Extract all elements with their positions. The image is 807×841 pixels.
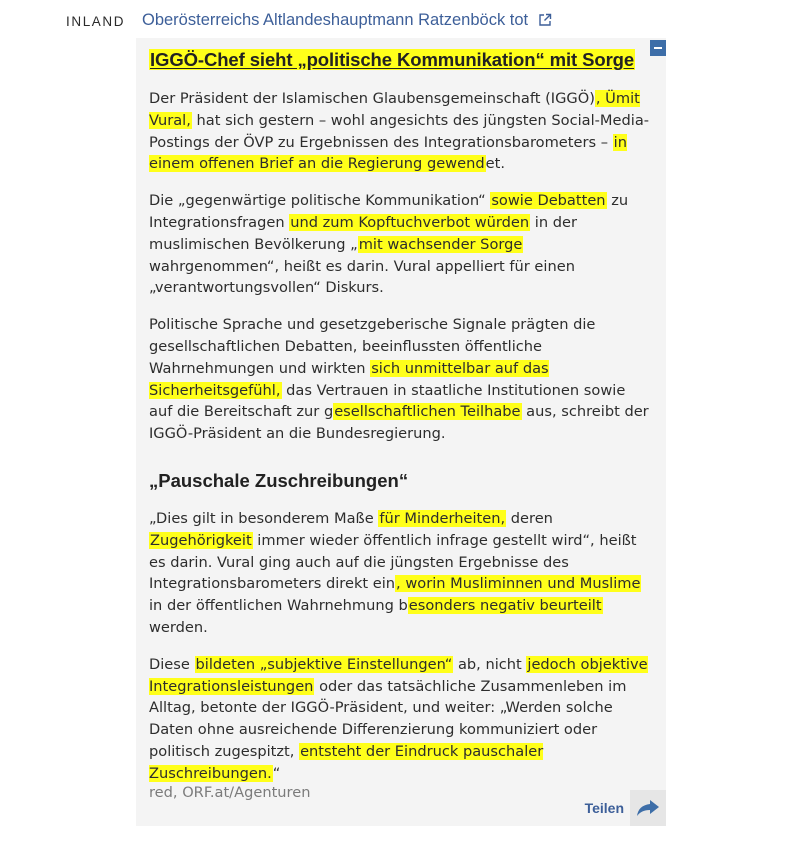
paragraph-text: “	[272, 764, 281, 782]
highlighted-text: , worin Musliminnen und Muslime	[396, 575, 641, 593]
related-headline-link[interactable]	[142, 11, 552, 30]
article-title	[149, 48, 651, 72]
highlighted-text: bildeten „subjektive Einstellungen“	[195, 655, 453, 673]
share-arrow-icon	[630, 790, 666, 826]
highlighted-text: , Ümit Vural,	[149, 90, 640, 129]
share-label: Teilen	[584, 800, 624, 816]
paragraph-text: ab, nicht	[453, 655, 527, 673]
highlighted-text: für Minderheiten,	[379, 509, 506, 527]
highlighted-text: und zum Kopftuchverbot würden	[290, 213, 530, 231]
paragraph-text: oder das tatsächliche Zusammenleben im Alltag, betonte der IGGÖ-Präsident, und weiter: „Werden solche Daten ohne ausreichende Differenzierung kommuniziert oder politisch zugespitzt,	[149, 677, 627, 760]
article-source: red, ORF.at/Agenturen	[149, 784, 311, 801]
paragraph-text: wahrgenommen“, heißt es darin. Vural appelliert für einen „verantwortungsvollen“ Diskurs.	[149, 257, 575, 297]
collapse-button[interactable]	[650, 40, 666, 56]
paragraph-text: aus, schreibt der IGGÖ-Präsident an die Bundesregierung.	[149, 403, 649, 443]
article-paragraph	[149, 190, 651, 299]
highlighted-text: mit wachsender Sorge	[358, 235, 523, 253]
top-bar	[0, 8, 807, 36]
share-button[interactable]	[585, 790, 666, 826]
article-card	[136, 38, 666, 826]
highlighted-text: jedoch objektive Integrationsleistungen	[149, 655, 648, 695]
external-link-icon	[538, 13, 552, 27]
paragraph-text: werden.	[149, 618, 208, 636]
paragraph-text: Politische Sprache und gesetzgeberische Signale prägten die gesellschaftlichen Debatten, beeinflussten öffentliche Wahrnehmungen und wirkten	[149, 316, 596, 377]
article-paragraph	[149, 508, 651, 639]
paragraph-text: Diese	[149, 655, 195, 673]
paragraph-text: zu Integrationsfragen	[149, 192, 629, 231]
paragraph-text: et.	[485, 155, 505, 173]
paragraph-text: deren	[506, 509, 553, 527]
paragraph-text: in der öffentlichen Wahrnehmung b	[149, 597, 408, 615]
minus-icon	[654, 47, 662, 49]
paragraph-text: das Vertrauen in staatliche Institutionen sowie auf die Bereitschaft zur g	[149, 381, 626, 421]
article-paragraph	[149, 314, 651, 445]
highlighted-text: entsteht der Eindruck pauschaler Zuschreibungen.	[149, 742, 544, 782]
article-paragraph	[149, 654, 651, 785]
article-title-text: IGGÖ-Chef sieht „politische Kommunikation“ mit Sorge	[150, 49, 635, 70]
highlighted-text: esellschaftlichen Teilhabe	[334, 403, 521, 421]
paragraph-group-2	[149, 508, 651, 785]
highlighted-text: esonders negativ beurteilt	[408, 597, 602, 615]
article-paragraph	[149, 88, 651, 175]
related-headline-text: Oberösterreichs Altlandeshauptmann Ratzenböck tot	[142, 11, 529, 29]
paragraph-group-1	[149, 88, 651, 445]
highlighted-text: Zugehörigkeit	[150, 531, 252, 549]
highlighted-text: sowie Debatten	[491, 192, 606, 210]
paragraph-text: hat sich gestern – wohl angesichts des jüngsten Social-Media-Postings der ÖVP zu Ergebnissen des Integrationsbarometers –	[149, 111, 650, 151]
paragraph-text: Die „gegenwärtige politische Kommunikation“	[149, 192, 491, 210]
highlighted-text: in einem offenen Brief an die Regierung gewend	[149, 133, 627, 173]
highlighted-text: sich unmittelbar auf das Sicherheitsgefühl,	[149, 359, 549, 399]
paragraph-text: „Dies gilt in besonderem Maße	[149, 509, 379, 527]
paragraph-text: in der muslimischen Bevölkerung „	[149, 213, 577, 253]
article-subheading: „Pauschale Zuschreibungen“	[149, 469, 409, 491]
section-label: INLAND	[66, 14, 126, 29]
article-content	[149, 48, 651, 800]
paragraph-text: immer wieder öffentlich infrage gestellt wird“, heißt es darin. Vural ging auch auf die jüngsten Ergebnisse des Integrationsbarometers direkt ein	[149, 531, 637, 593]
paragraph-text: Der Präsident der Islamischen Glaubensgemeinschaft (IGGÖ)	[149, 90, 595, 107]
